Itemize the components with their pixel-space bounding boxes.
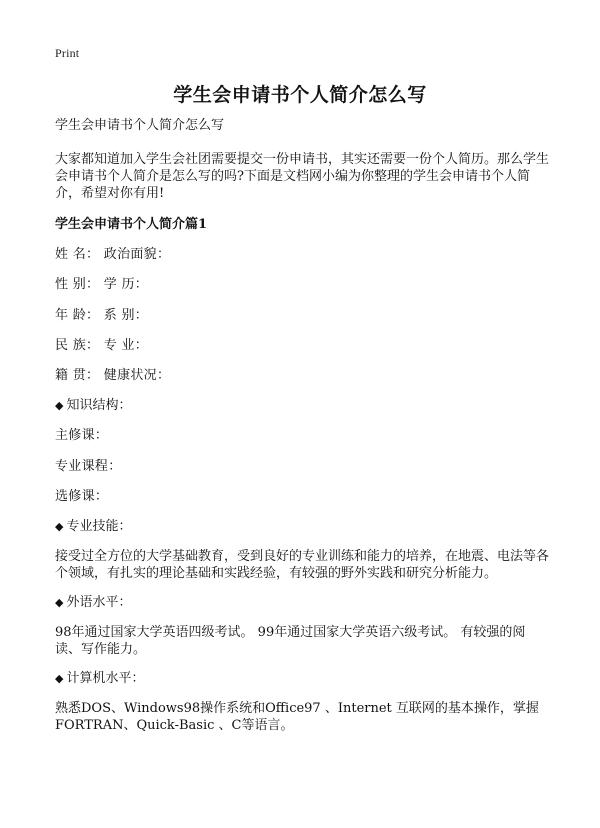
diamond-bullet-icon: ◆ (55, 672, 64, 686)
document-body (55, 117, 550, 746)
skills-heading (55, 518, 550, 535)
elective-courses-line: 选修课： (55, 489, 109, 505)
field-name-politics: 姓 名： 政治面貌： (55, 247, 171, 262)
field-age-department: 年 龄： 系 别： (55, 307, 149, 323)
knowledge-heading-label: 知识结构： (66, 398, 132, 414)
computer-heading (55, 670, 550, 687)
skills-heading-label: 专业技能： (66, 519, 132, 535)
professional-courses-line: 专业课程： (55, 458, 122, 474)
diamond-bullet-icon: ◆ (55, 399, 64, 413)
major-courses-line: 主修课： (55, 428, 109, 444)
language-heading (55, 594, 550, 611)
language-paragraph: 98年通过国家大学英语四级考试。 99年通过国家大学英语六级考试。 有较强的阅读、写作能力。 (55, 625, 526, 658)
field-gender-education: 性 别： 学 历： (55, 277, 149, 293)
diamond-bullet-icon: ◆ (55, 596, 64, 610)
field-ethnicity-major: 民 族： 专 业： (55, 337, 149, 353)
field-hometown-health: 籍 贯： 健康状况： (55, 368, 171, 384)
knowledge-heading (55, 397, 550, 414)
language-heading-label: 外语水平： (66, 595, 132, 611)
computer-paragraph: 熟悉DOS、Windows98操作系统和Office97 、Internet 互联网的基本操作，掌握FORTRAN、Quick-Basic 、C等语言。 (55, 701, 539, 734)
diamond-bullet-icon: ◆ (55, 520, 64, 534)
print-link[interactable]: Print (55, 46, 80, 60)
page-title: 学生会申请书个人简介怎么写 (173, 84, 427, 106)
skills-paragraph: 接受过全方位的大学基础教育，受到良好的专业训练和能力的培养，在地震、电法等各个领域，有扎实的理论基础和实践经验，有较强的野外实践和研究分析能力。 (55, 549, 550, 582)
computer-heading-label: 计算机水平： (66, 671, 145, 687)
section-heading: 学生会申请书个人简介篇1 (55, 217, 208, 232)
intro-paragraph: 大家都知道加入学生会社团需要提交一份申请书，其实还需要一份个人简历。那么学生会申请书个人简介是怎么写的吗?下面是文档网小编为你整理的学生会申请书个人简介，希望对你有用! (55, 152, 550, 201)
document-subtitle: 学生会申请书个人简介怎么写 (55, 118, 225, 133)
